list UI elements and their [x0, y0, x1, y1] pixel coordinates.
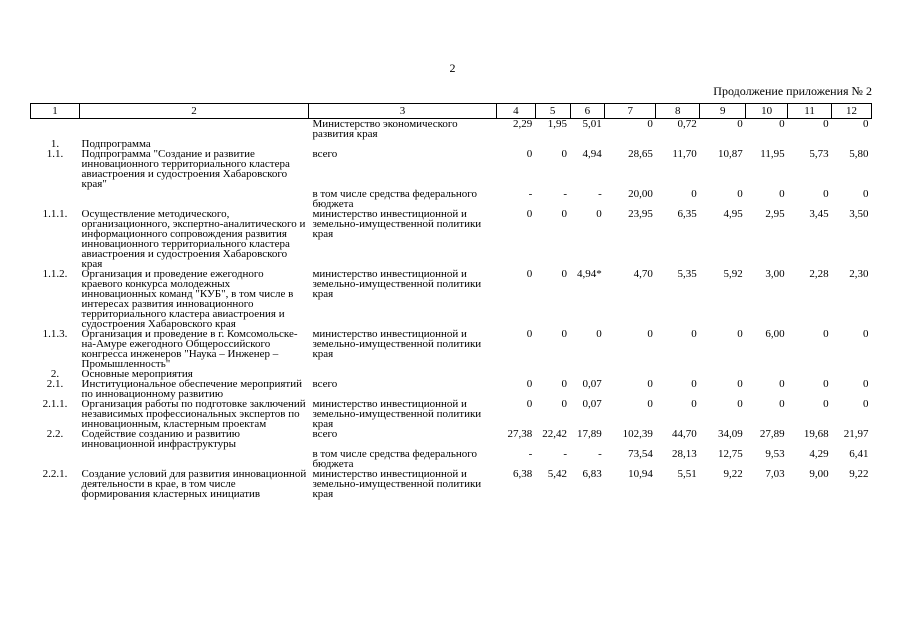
value-cell: 6,41	[849, 448, 869, 460]
value-cell: 0	[691, 378, 697, 390]
header-cell: 11	[788, 104, 832, 119]
value-cell: 11,70	[672, 148, 697, 160]
value-cell: -	[563, 188, 568, 200]
value-cell: 0	[526, 378, 533, 390]
value-cell: 2,95	[765, 208, 785, 220]
value-cell: -	[528, 448, 533, 460]
value-cell: 3,00	[765, 268, 785, 280]
table-row	[31, 429, 872, 449]
page-number: 2	[449, 61, 456, 75]
row-number-cell: 2.2.1.	[42, 468, 68, 480]
value-cell: 0	[561, 148, 568, 160]
table-row	[31, 149, 872, 189]
activity-name-cell	[80, 189, 309, 209]
value-cell: 0	[823, 398, 829, 410]
activity-name-cell: Содействие созданию и развитию инновационной инфраструктуры	[81, 428, 240, 450]
value-cell: 28,65	[628, 148, 653, 160]
value-cell: 21,97	[843, 428, 869, 440]
value-cell: 0	[596, 208, 602, 220]
value-cell: 2,29	[513, 118, 533, 130]
value-cell: 0	[823, 188, 829, 200]
header-cell: 6	[570, 104, 605, 119]
row-number-cell: 1.1.	[46, 148, 64, 160]
value-cell: 0	[737, 118, 743, 130]
value-cell: 0	[561, 268, 568, 280]
table-row	[31, 379, 872, 399]
value-cell: 28,13	[672, 448, 697, 460]
executor-cell: министерство инвестиционной и земельно-имущественной политики края	[312, 328, 482, 360]
value-cell: 7,03	[765, 468, 785, 480]
executor-cell: министерство инвестиционной и земельно-имущественной политики края	[312, 398, 482, 430]
value-cell: 23,95	[628, 208, 653, 220]
row-number-cell: 1.1.1.	[42, 208, 68, 220]
value-cell: 0	[737, 328, 743, 340]
value-cell: 0	[779, 398, 785, 410]
value-cell: 0	[779, 188, 785, 200]
header-cell: 3	[308, 104, 496, 119]
table-subrow	[31, 449, 872, 469]
executor-cell: всего	[312, 428, 338, 440]
header-cell: 7	[605, 104, 656, 119]
value-cell: 11,95	[760, 148, 785, 160]
value-cell: 0	[647, 378, 653, 390]
value-cell: 0	[561, 378, 568, 390]
row-number-cell: 2.1.1.	[42, 398, 68, 410]
value-cell: 0	[863, 188, 869, 200]
value-cell: 0	[526, 148, 533, 160]
value-cell: 5,80	[849, 148, 869, 160]
executor-cell: министерство инвестиционной и земельно-имущественной политики края	[312, 208, 482, 240]
value-cell: 6,38	[513, 468, 533, 480]
row-number-cell: 1.1.2.	[42, 268, 68, 280]
value-cell: 0	[647, 328, 653, 340]
executor-cell: Министерство экономического развития края	[312, 118, 458, 140]
value-cell: 0	[561, 328, 568, 340]
row-number-cell: 1.1.3.	[42, 328, 68, 340]
value-cell: 3,50	[849, 208, 869, 220]
activity-name-cell: Институциональное обеспечение мероприятий по инновационному развитию	[81, 378, 302, 400]
value-cell: 0	[526, 328, 533, 340]
value-cell: 9,53	[765, 448, 785, 460]
row-number-cell	[31, 189, 80, 209]
value-cell: 0	[863, 118, 869, 130]
value-cell: 5,35	[677, 268, 697, 280]
value-cell: 0	[863, 328, 869, 340]
value-cell: 0	[526, 398, 533, 410]
value-cell: 34,09	[717, 428, 743, 440]
value-cell: 6,83	[582, 468, 602, 480]
value-cell: 6,35	[677, 208, 697, 220]
activity-name-cell: Организация и проведение в г. Комсомольске-на-Амуре ежегодного Общероссийского конгресса инженеров "Наука – Инженер – Промышленность"	[81, 328, 298, 370]
table-row	[31, 209, 872, 269]
row-number-cell	[31, 119, 80, 140]
executor-cell: в том числе средства федерального бюджета	[312, 448, 478, 470]
value-cell: -	[528, 188, 533, 200]
activity-name-cell: Организация и проведение ежегодного краевого конкурса молодежных инновационных команд "КУБ", в том числе в интересах развития инновационного территориального кластера авиастроения и судостроения Хабаровского края	[81, 268, 294, 330]
value-cell: 4,29	[809, 448, 829, 460]
value-cell: 0	[863, 378, 869, 390]
value-cell: 0	[561, 208, 568, 220]
header-cell: 4	[496, 104, 535, 119]
activity-name-cell: Осуществление методического, организационного, экспертно-аналитического и информационного сопровождения развития инновационного территориального кластера авиастроения и судостроения Хабаровского края	[81, 208, 306, 270]
value-cell: 10,87	[717, 148, 743, 160]
table-row	[31, 119, 872, 140]
value-cell: 4,94*	[577, 268, 602, 280]
executor-cell: всего	[312, 378, 338, 390]
value-cell: 27,38	[507, 428, 533, 440]
table-row	[31, 329, 872, 369]
executor-cell: всего	[312, 148, 338, 160]
value-cell: 0	[737, 398, 743, 410]
header-cell: 10	[746, 104, 788, 119]
value-cell: 0	[691, 188, 697, 200]
value-cell: 22,42	[542, 428, 568, 440]
value-cell: 0	[561, 398, 568, 410]
value-cell: 9,22	[849, 468, 869, 480]
value-cell: 5,42	[547, 468, 568, 480]
value-cell: -	[563, 448, 568, 460]
row-number-cell: 2.	[50, 368, 60, 380]
value-cell: 9,00	[809, 468, 829, 480]
value-cell: 0	[823, 118, 829, 130]
row-number-cell: 2.1.	[46, 378, 64, 390]
value-cell: 27,89	[759, 428, 785, 440]
value-cell: 5,92	[723, 268, 743, 280]
activity-name-cell: Организация работы по подготовке заключений независимых профессиональных экспертов по инновационным, кластерным проектам	[81, 398, 306, 430]
value-cell: 0,07	[582, 398, 602, 410]
header-cell: 12	[832, 104, 872, 119]
value-cell: 12,75	[717, 448, 743, 460]
value-cell: 9,22	[723, 468, 743, 480]
value-cell: -	[598, 448, 602, 460]
value-cell: 19,68	[803, 428, 829, 440]
header-row	[31, 104, 872, 119]
value-cell: 2,30	[849, 268, 869, 280]
header-cell: 2	[80, 104, 309, 119]
table-subrow	[31, 189, 872, 209]
value-cell: 0	[647, 118, 653, 130]
value-cell: 3,45	[809, 208, 829, 220]
row-number-cell: 1.	[50, 138, 60, 150]
value-cell: 44,70	[672, 428, 697, 440]
value-cell: 20,00	[628, 188, 653, 200]
appendix-table	[30, 103, 872, 499]
row-number-cell: 2.2.	[46, 428, 64, 440]
value-cell: 73,54	[628, 448, 653, 460]
value-cell: 4,70	[633, 268, 653, 280]
table-row	[31, 399, 872, 429]
table-row	[31, 269, 872, 329]
activity-name-cell: Основные мероприятия	[81, 368, 193, 380]
value-cell: 0	[779, 378, 785, 390]
value-cell: 0	[647, 398, 653, 410]
value-cell: 17,89	[577, 428, 602, 440]
value-cell: 4,94	[582, 148, 602, 160]
value-cell: 10,94	[628, 468, 653, 480]
value-cell: 0	[823, 378, 829, 390]
value-cell: 0	[596, 328, 602, 340]
value-cell: 0,72	[677, 118, 697, 130]
executor-cell: министерство инвестиционной и земельно-имущественной политики края	[312, 468, 482, 500]
value-cell: 0	[737, 188, 743, 200]
activity-name-cell	[80, 119, 309, 140]
executor-cell: министерство инвестиционной и земельно-имущественной политики края	[312, 268, 482, 300]
value-cell: 6,00	[765, 328, 785, 340]
table-header	[31, 104, 872, 119]
value-cell: 5,73	[809, 148, 829, 160]
value-cell: 0	[863, 398, 869, 410]
value-cell: 0	[779, 118, 785, 130]
value-cell: 0	[526, 268, 533, 280]
value-cell: 0	[737, 378, 743, 390]
value-cell: 5,51	[677, 468, 697, 480]
activity-name-cell: Подпрограмма	[81, 138, 151, 150]
header-cell: 8	[656, 104, 700, 119]
value-cell: 0	[691, 398, 697, 410]
value-cell: 1,95	[547, 118, 568, 130]
activity-name-cell	[80, 449, 309, 469]
executor-cell: в том числе средства федерального бюджета	[312, 188, 478, 210]
value-cell: 0,07	[582, 378, 602, 390]
value-cell: 5,01	[582, 118, 602, 130]
value-cell: 0	[823, 328, 829, 340]
value-cell: 0	[526, 208, 533, 220]
value-cell: 102,39	[622, 428, 653, 440]
table-row	[31, 469, 872, 499]
continuation-heading: Продолжение приложения № 2	[713, 84, 872, 98]
value-cell: 2,28	[809, 268, 829, 280]
value-cell: 0	[691, 328, 697, 340]
value-cell: -	[598, 188, 602, 200]
header-cell: 9	[700, 104, 746, 119]
table-body	[31, 119, 872, 500]
activity-name-cell: Создание условий для развития инновационной деятельности в крае, в том числе формирования кластерных инициатив	[81, 468, 307, 500]
header-cell: 5	[535, 104, 570, 119]
header-cell: 1	[31, 104, 80, 119]
row-number-cell	[31, 449, 80, 469]
activity-name-cell: Подпрограмма "Создание и развитие инновационного территориального кластера авиастроения и судостроения Хабаровского края"	[81, 148, 290, 190]
value-cell: 4,95	[723, 208, 743, 220]
